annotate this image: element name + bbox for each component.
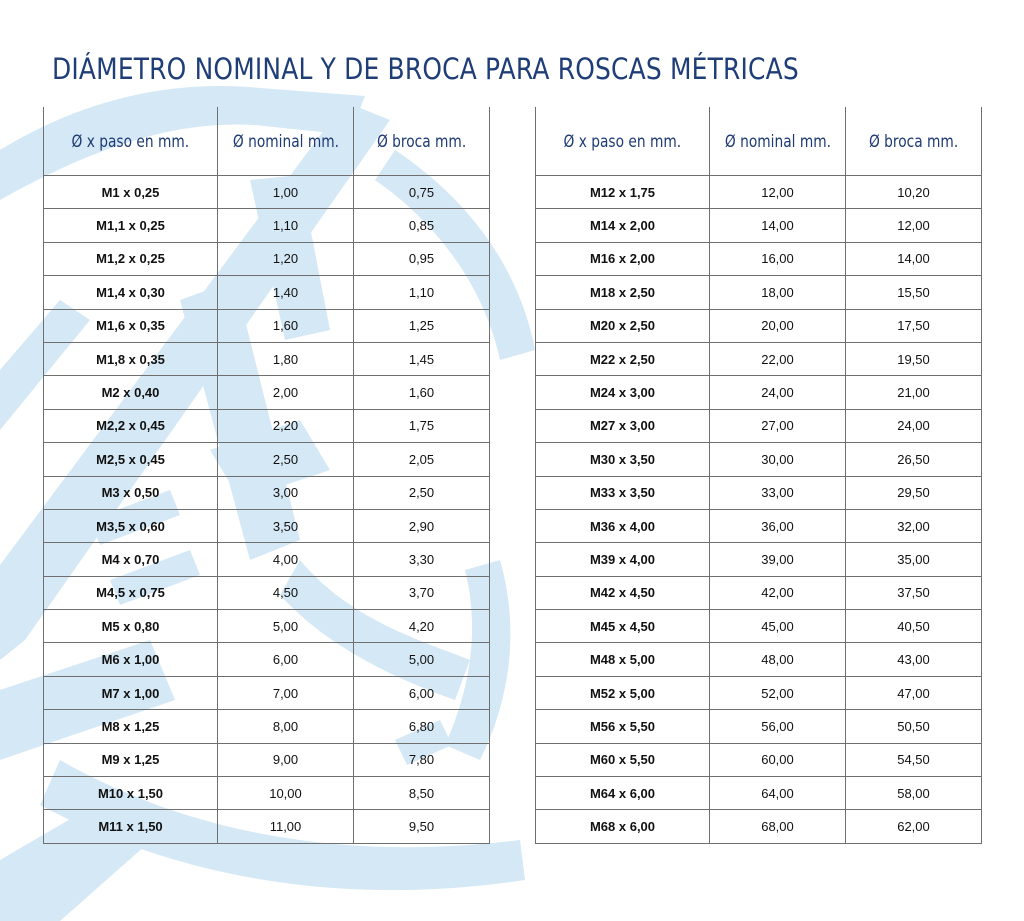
drill-diameter-cell: 15,50 xyxy=(846,276,982,309)
drill-diameter-cell: 2,50 xyxy=(354,476,490,509)
table-row xyxy=(44,443,490,476)
thread-size-cell: M8 x 1,25 xyxy=(44,710,218,743)
nominal-diameter-cell: 22,00 xyxy=(710,342,846,375)
thread-size-cell: M10 x 1,50 xyxy=(44,777,218,810)
nominal-diameter-cell: 3,50 xyxy=(218,509,354,542)
drill-diameter-cell: 35,00 xyxy=(846,543,982,576)
nominal-diameter-cell: 1,40 xyxy=(218,276,354,309)
table-row xyxy=(536,209,982,242)
drill-diameter-cell: 0,95 xyxy=(354,242,490,275)
drill-diameter-cell: 14,00 xyxy=(846,242,982,275)
nominal-diameter-cell: 6,00 xyxy=(218,643,354,676)
nominal-diameter-cell: 64,00 xyxy=(710,777,846,810)
table-row xyxy=(536,643,982,676)
drill-diameter-cell: 32,00 xyxy=(846,509,982,542)
table-row xyxy=(44,543,490,576)
nominal-diameter-cell: 48,00 xyxy=(710,643,846,676)
nominal-diameter-cell: 2,50 xyxy=(218,443,354,476)
table-row xyxy=(536,176,982,209)
table-row xyxy=(44,309,490,342)
thread-size-cell: M16 x 2,00 xyxy=(536,242,710,275)
thread-size-cell: M3,5 x 0,60 xyxy=(44,509,218,542)
drill-diameter-cell: 1,60 xyxy=(354,376,490,409)
table-row xyxy=(536,777,982,810)
drill-diameter-cell: 21,00 xyxy=(846,376,982,409)
nominal-diameter-cell: 56,00 xyxy=(710,710,846,743)
thread-size-cell: M64 x 6,00 xyxy=(536,777,710,810)
nominal-diameter-cell: 24,00 xyxy=(710,376,846,409)
thread-size-cell: M42 x 4,50 xyxy=(536,576,710,609)
drill-diameter-cell: 26,50 xyxy=(846,443,982,476)
thread-size-cell: M1,4 x 0,30 xyxy=(44,276,218,309)
table-row xyxy=(44,610,490,643)
table-row xyxy=(44,209,490,242)
thread-size-cell: M45 x 4,50 xyxy=(536,610,710,643)
thread-size-cell: M20 x 2,50 xyxy=(536,309,710,342)
table-row xyxy=(44,409,490,442)
drill-diameter-cell: 8,50 xyxy=(354,777,490,810)
nominal-diameter-cell: 42,00 xyxy=(710,576,846,609)
thread-size-cell: M4 x 0,70 xyxy=(44,543,218,576)
drill-diameter-cell: 3,70 xyxy=(354,576,490,609)
thread-size-cell: M3 x 0,50 xyxy=(44,476,218,509)
thread-table-right xyxy=(535,107,982,844)
thread-size-cell: M2,5 x 0,45 xyxy=(44,443,218,476)
header-nominal-diameter: Ø nominal mm. xyxy=(218,107,354,176)
drill-diameter-cell: 6,80 xyxy=(354,710,490,743)
header-thread-size: Ø x paso en mm. xyxy=(44,107,218,176)
drill-diameter-cell: 40,50 xyxy=(846,610,982,643)
table-row xyxy=(44,376,490,409)
nominal-diameter-cell: 4,00 xyxy=(218,543,354,576)
table-row xyxy=(536,376,982,409)
nominal-diameter-cell: 27,00 xyxy=(710,409,846,442)
nominal-diameter-cell: 33,00 xyxy=(710,476,846,509)
drill-diameter-cell: 1,45 xyxy=(354,342,490,375)
thread-size-cell: M36 x 4,00 xyxy=(536,509,710,542)
nominal-diameter-cell: 1,80 xyxy=(218,342,354,375)
table-row xyxy=(44,743,490,776)
drill-diameter-cell: 1,25 xyxy=(354,309,490,342)
drill-diameter-cell: 10,20 xyxy=(846,176,982,209)
thread-size-cell: M1,1 x 0,25 xyxy=(44,209,218,242)
nominal-diameter-cell: 45,00 xyxy=(710,610,846,643)
drill-diameter-cell: 5,00 xyxy=(354,643,490,676)
thread-size-cell: M6 x 1,00 xyxy=(44,643,218,676)
drill-diameter-cell: 29,50 xyxy=(846,476,982,509)
thread-size-cell: M1,2 x 0,25 xyxy=(44,242,218,275)
nominal-diameter-cell: 10,00 xyxy=(218,777,354,810)
table-row xyxy=(536,710,982,743)
thread-size-cell: M1 x 0,25 xyxy=(44,176,218,209)
table-row xyxy=(44,676,490,709)
header-row xyxy=(44,107,490,176)
table-row xyxy=(44,342,490,375)
nominal-diameter-cell: 9,00 xyxy=(218,743,354,776)
drill-diameter-cell: 50,50 xyxy=(846,710,982,743)
drill-diameter-cell: 2,05 xyxy=(354,443,490,476)
table-row xyxy=(536,543,982,576)
header-nominal-diameter: Ø nominal mm. xyxy=(710,107,846,176)
nominal-diameter-cell: 5,00 xyxy=(218,610,354,643)
drill-diameter-cell: 43,00 xyxy=(846,643,982,676)
table-row xyxy=(536,676,982,709)
thread-size-cell: M1,6 x 0,35 xyxy=(44,309,218,342)
table-row xyxy=(44,242,490,275)
table-row xyxy=(44,710,490,743)
nominal-diameter-cell: 14,00 xyxy=(710,209,846,242)
thread-size-cell: M1,8 x 0,35 xyxy=(44,342,218,375)
table-row xyxy=(44,509,490,542)
table-row xyxy=(536,743,982,776)
nominal-diameter-cell: 20,00 xyxy=(710,309,846,342)
drill-diameter-cell: 19,50 xyxy=(846,342,982,375)
thread-size-cell: M7 x 1,00 xyxy=(44,676,218,709)
nominal-diameter-cell: 36,00 xyxy=(710,509,846,542)
table-row xyxy=(536,409,982,442)
nominal-diameter-cell: 1,60 xyxy=(218,309,354,342)
drill-diameter-cell: 6,00 xyxy=(354,676,490,709)
thread-size-cell: M56 x 5,50 xyxy=(536,710,710,743)
drill-diameter-cell: 3,30 xyxy=(354,543,490,576)
drill-diameter-cell: 0,85 xyxy=(354,209,490,242)
thread-size-cell: M12 x 1,75 xyxy=(536,176,710,209)
nominal-diameter-cell: 30,00 xyxy=(710,443,846,476)
drill-diameter-cell: 24,00 xyxy=(846,409,982,442)
thread-size-cell: M68 x 6,00 xyxy=(536,810,710,843)
table-row xyxy=(536,610,982,643)
nominal-diameter-cell: 1,00 xyxy=(218,176,354,209)
nominal-diameter-cell: 7,00 xyxy=(218,676,354,709)
thread-size-cell: M4,5 x 0,75 xyxy=(44,576,218,609)
table-row xyxy=(536,509,982,542)
nominal-diameter-cell: 11,00 xyxy=(218,810,354,843)
thread-size-cell: M30 x 3,50 xyxy=(536,443,710,476)
thread-size-cell: M52 x 5,00 xyxy=(536,676,710,709)
thread-size-cell: M33 x 3,50 xyxy=(536,476,710,509)
nominal-diameter-cell: 68,00 xyxy=(710,810,846,843)
thread-size-cell: M24 x 3,00 xyxy=(536,376,710,409)
table-row xyxy=(536,810,982,843)
thread-size-cell: M14 x 2,00 xyxy=(536,209,710,242)
table-row xyxy=(536,443,982,476)
nominal-diameter-cell: 16,00 xyxy=(710,242,846,275)
thread-size-cell: M60 x 5,50 xyxy=(536,743,710,776)
header-thread-size: Ø x paso en mm. xyxy=(536,107,710,176)
table-row xyxy=(536,276,982,309)
drill-diameter-cell: 62,00 xyxy=(846,810,982,843)
thread-size-cell: M18 x 2,50 xyxy=(536,276,710,309)
table-row xyxy=(44,176,490,209)
drill-diameter-cell: 37,50 xyxy=(846,576,982,609)
page-title: DIÁMETRO NOMINAL Y DE BROCA PARA ROSCAS MÉTRICAS xyxy=(52,52,799,86)
drill-diameter-cell: 4,20 xyxy=(354,610,490,643)
thread-size-cell: M11 x 1,50 xyxy=(44,810,218,843)
nominal-diameter-cell: 8,00 xyxy=(218,710,354,743)
thread-size-cell: M5 x 0,80 xyxy=(44,610,218,643)
header-drill-diameter: Ø broca mm. xyxy=(354,107,490,176)
thread-size-cell: M2 x 0,40 xyxy=(44,376,218,409)
nominal-diameter-cell: 1,10 xyxy=(218,209,354,242)
drill-diameter-cell: 12,00 xyxy=(846,209,982,242)
drill-diameter-cell: 54,50 xyxy=(846,743,982,776)
nominal-diameter-cell: 12,00 xyxy=(710,176,846,209)
thread-size-cell: M22 x 2,50 xyxy=(536,342,710,375)
nominal-diameter-cell: 3,00 xyxy=(218,476,354,509)
drill-diameter-cell: 1,75 xyxy=(354,409,490,442)
nominal-diameter-cell: 52,00 xyxy=(710,676,846,709)
thread-size-cell: M9 x 1,25 xyxy=(44,743,218,776)
table-row xyxy=(44,643,490,676)
drill-diameter-cell: 1,10 xyxy=(354,276,490,309)
thread-size-cell: M2,2 x 0,45 xyxy=(44,409,218,442)
header-row xyxy=(536,107,982,176)
nominal-diameter-cell: 18,00 xyxy=(710,276,846,309)
nominal-diameter-cell: 1,20 xyxy=(218,242,354,275)
drill-diameter-cell: 7,80 xyxy=(354,743,490,776)
table-row xyxy=(44,276,490,309)
table-row xyxy=(44,476,490,509)
nominal-diameter-cell: 39,00 xyxy=(710,543,846,576)
table-row xyxy=(536,576,982,609)
table-row xyxy=(536,476,982,509)
drill-diameter-cell: 9,50 xyxy=(354,810,490,843)
drill-diameter-cell: 58,00 xyxy=(846,777,982,810)
thread-size-cell: M27 x 3,00 xyxy=(536,409,710,442)
drill-diameter-cell: 47,00 xyxy=(846,676,982,709)
header-drill-diameter: Ø broca mm. xyxy=(846,107,982,176)
nominal-diameter-cell: 4,50 xyxy=(218,576,354,609)
drill-diameter-cell: 2,90 xyxy=(354,509,490,542)
drill-diameter-cell: 0,75 xyxy=(354,176,490,209)
table-row xyxy=(44,810,490,843)
table-row xyxy=(536,342,982,375)
drill-diameter-cell: 17,50 xyxy=(846,309,982,342)
thread-table-left xyxy=(43,107,490,844)
table-row xyxy=(44,777,490,810)
thread-size-cell: M48 x 5,00 xyxy=(536,643,710,676)
nominal-diameter-cell: 60,00 xyxy=(710,743,846,776)
table-row xyxy=(536,309,982,342)
thread-size-cell: M39 x 4,00 xyxy=(536,543,710,576)
nominal-diameter-cell: 2,00 xyxy=(218,376,354,409)
table-row xyxy=(536,242,982,275)
nominal-diameter-cell: 2,20 xyxy=(218,409,354,442)
table-row xyxy=(44,576,490,609)
